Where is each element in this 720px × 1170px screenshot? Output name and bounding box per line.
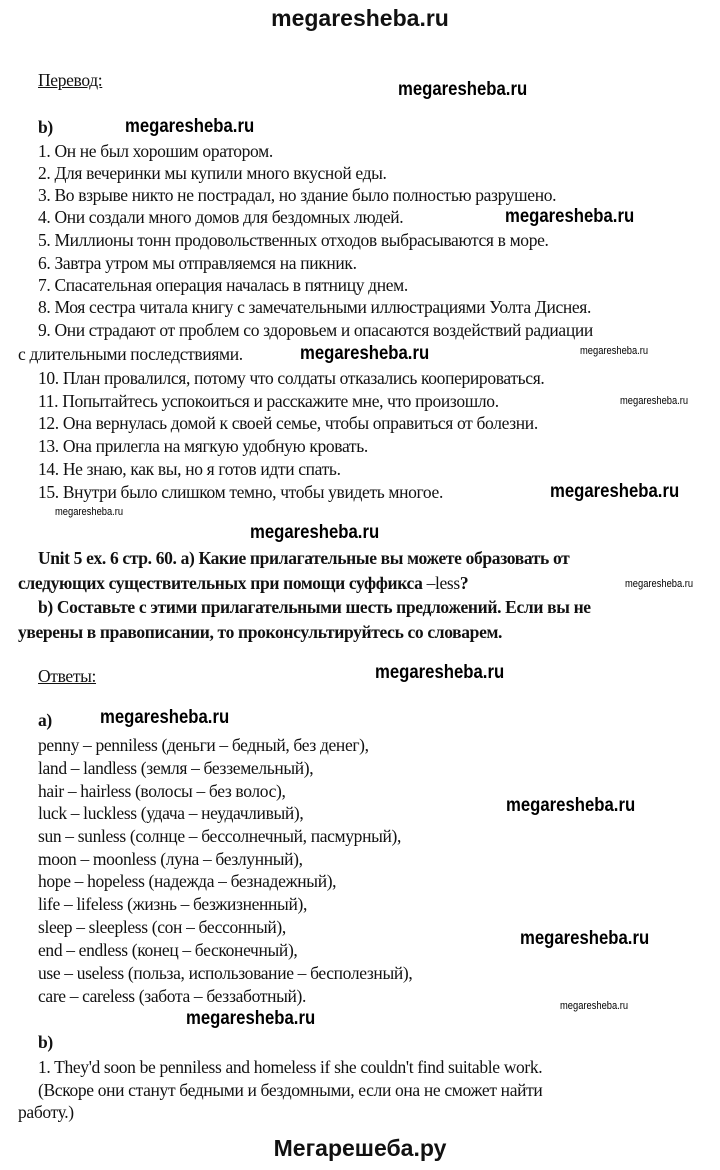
answer-line: hair – hairless (волосы – без волос),	[38, 781, 286, 801]
watermark: megaresheba.ru	[550, 481, 680, 502]
task-line: уверены в правописании, то проконсультируйтесь со словарем.	[18, 622, 503, 642]
answer-sentence: (Вскоре они станут бедными и бездомными, если она не сможет найти	[38, 1080, 543, 1100]
translation-line: 6. Завтра утром мы отправляемся на пикник.	[38, 253, 357, 273]
watermark-small: megaresheba.ru	[625, 578, 694, 590]
watermark: megaresheba.ru	[375, 662, 505, 683]
translation-line: 3. Во взрыве никто не пострадал, но здание было полностью разрушено.	[38, 185, 557, 205]
answer-line: use – useless (польза, использование – бесполезный),	[38, 963, 413, 983]
translation-line: 8. Моя сестра читала книгу с замечательными иллюстрациями Уолта Диснея.	[38, 297, 592, 317]
translation-line: 11. Попытайтесь успокоиться и расскажите мне, что произошло.	[38, 391, 499, 411]
task-line: b) Составьте с этими прилагательными шесть предложений. Если вы не	[38, 597, 591, 617]
translation-line: 7. Спасательная операция началась в пятницу днем.	[38, 275, 408, 295]
translation-line: 1. Он не был хорошим оратором.	[38, 141, 273, 161]
answer-line: luck – luckless (удача – неудачливый),	[38, 803, 304, 823]
watermark: megaresheba.ru	[250, 522, 380, 543]
answer-sentence: 1. They'd soon be penniless and homeless if she couldn't find suitable work.	[38, 1057, 543, 1077]
watermark: megaresheba.ru	[100, 707, 230, 728]
translation-line: 15. Внутри было слишком темно, чтобы увидеть многое.	[38, 482, 443, 502]
answer-line: sun – sunless (солнце – бессолнечный, пасмурный),	[38, 826, 402, 846]
translation-line: 4. Они создали много домов для бездомных людей.	[38, 207, 404, 227]
translation-heading: Перевод:	[38, 70, 103, 90]
part-a-label: a)	[38, 710, 52, 730]
watermark: megaresheba.ru	[506, 795, 636, 816]
watermark: megaresheba.ru	[186, 1008, 316, 1029]
translation-line: 9. Они страдают от проблем со здоровьем и опасаются воздействий радиации	[38, 320, 593, 340]
watermark-small: megaresheba.ru	[560, 1000, 629, 1012]
translation-line: 2. Для вечеринки мы купили много вкусной еды.	[38, 163, 387, 183]
suffix: –less	[426, 573, 460, 593]
translation-line: 12. Она вернулась домой к своей семье, чтобы оправиться от болезни.	[38, 413, 538, 433]
answers-heading: Ответы:	[38, 666, 97, 686]
answer-line: life – lifeless (жизнь – безжизненный),	[38, 894, 307, 914]
site-footer: Мегарешеба.ру	[273, 1135, 447, 1161]
translation-line: 14. Не знаю, как вы, но я готов идти спать.	[38, 459, 341, 479]
translation-line: с длительными последствиями.	[18, 344, 243, 364]
watermark-small: megaresheba.ru	[580, 345, 649, 357]
task-text: следующих существительных при помощи суффикса	[18, 573, 427, 593]
translation-line: 5. Миллионы тонн продовольственных отходов выбрасываются в море.	[38, 230, 549, 250]
answer-line: penny – penniless (деньги – бедный, без денег),	[38, 735, 369, 755]
answer-line: moon – moonless (луна – безлунный),	[38, 849, 303, 869]
translation-line: 10. План провалился, потому что солдаты отказались кооперироваться.	[38, 368, 545, 388]
site-title: megaresheba.ru	[271, 5, 449, 31]
task-line	[18, 572, 468, 594]
part-b-answer-label: b)	[38, 1032, 53, 1052]
answer-line: sleep – sleepless (сон – бессонный),	[38, 917, 286, 937]
watermark: megaresheba.ru	[125, 116, 255, 137]
translation-line: 13. Она прилегла на мягкую удобную кровать.	[38, 436, 368, 456]
answer-sentence: работу.)	[18, 1102, 74, 1122]
answer-line: care – careless (забота – беззаботный).	[38, 986, 307, 1006]
watermark: megaresheba.ru	[520, 928, 650, 949]
watermark-small: megaresheba.ru	[620, 395, 689, 407]
watermark: megaresheba.ru	[505, 206, 635, 227]
watermark: megaresheba.ru	[398, 79, 528, 100]
watermark: megaresheba.ru	[300, 343, 430, 364]
answer-line: hope – hopeless (надежда – безнадежный),	[38, 871, 337, 891]
question-mark: ?	[459, 573, 469, 593]
task-line: Unit 5 ex. 6 стр. 60. a) Какие прилагательные вы можете образовать от	[38, 548, 570, 568]
part-b-label: b)	[38, 117, 53, 137]
answer-line: land – landless (земля – безземельный),	[38, 758, 314, 778]
watermark-small: megaresheba.ru	[55, 506, 124, 518]
answer-line: end – endless (конец – бесконечный),	[38, 940, 298, 960]
